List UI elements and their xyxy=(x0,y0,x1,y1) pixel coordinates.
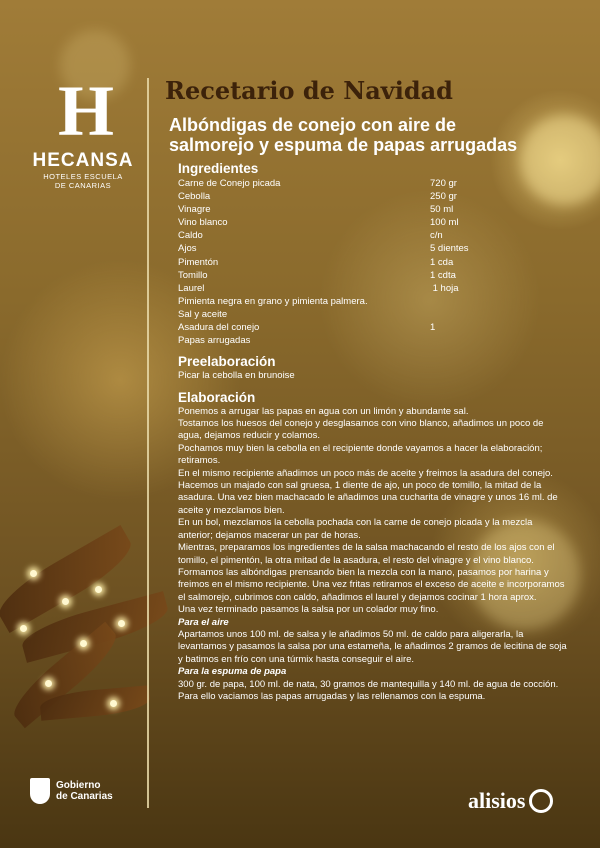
elaboration-step: Formamos las albóndigas prensando bien la mezcla con la mano, pasamos por harina y freimos en el mismo recipiente. Una vez fritas retiramos el exceso de aceite e incorporamos el salmorejo, cubrimos con caldo, añadimos el laurel y dejamos cocinar 1 hora aprox. xyxy=(178,566,565,603)
ingredient-row xyxy=(178,295,568,308)
espuma-text: 300 gr. de papa, 100 ml. de nata, 30 gramos de mantequilla y 140 ml. de agua de cocción. xyxy=(178,678,559,690)
string-light xyxy=(62,598,69,605)
hecansa-logo xyxy=(28,71,138,190)
ingredient-name: Pimienta negra en grano y pimienta palmera. xyxy=(178,295,368,307)
gobierno-line1: Gobierno xyxy=(56,780,101,791)
recipe-main xyxy=(163,76,583,703)
prep-text: Picar la cebolla en brunoise xyxy=(178,370,295,382)
ingredient-qty: 1 cdta xyxy=(430,269,456,281)
ingredient-name: Tomillo xyxy=(178,269,208,281)
ingredient-qty: 720 gr xyxy=(430,178,457,189)
ingredient-qty: 250 gr xyxy=(430,191,457,203)
brand-subtitle-2: DE CANARIAS xyxy=(54,181,112,190)
elaboration-step: En un bol, mezclamos la cebolla pochada con la carne de conejo picada y la mezcla anterior; dejamos macerar un par de horas. xyxy=(178,517,533,541)
elaboration-step: Una vez terminado pasamos la salsa por un colador muy fino. xyxy=(178,604,439,616)
ingredient-name: Sal y aceite xyxy=(178,308,228,320)
alisios-logo xyxy=(468,788,553,814)
elaboration-heading: Elaboración xyxy=(178,389,256,405)
ingredient-qty: 100 ml xyxy=(430,217,459,229)
recipe-content xyxy=(178,161,568,703)
ingredient-name: Asadura del conejo xyxy=(178,322,260,334)
string-light xyxy=(20,625,27,632)
ingredient-name: Vinagre xyxy=(178,204,211,216)
ingredient-name: Ajos xyxy=(178,243,197,255)
elaboration-step: Tostamos los huesos del conejo y desglasamos con vino blanco, añadimos un poco de agua, dejamos reducir y colamos. xyxy=(178,418,544,442)
aire-heading: Para el aire xyxy=(178,616,229,628)
ingredient-qty: 1 cda xyxy=(430,256,454,268)
recipe-title xyxy=(169,115,583,155)
string-light xyxy=(118,620,125,627)
ingredient-name: Caldo xyxy=(178,230,203,242)
ingredient-row xyxy=(178,216,568,229)
elaboration-step: Pochamos muy bien la cebolla en el recipiente donde vayamos a hacer la elaboración; retiramos. xyxy=(178,442,543,467)
gobierno-line2: de Canarias xyxy=(56,791,113,802)
ingredient-row xyxy=(178,334,568,347)
ingredient-name: Carne de Conejo picada xyxy=(178,178,281,189)
ingredient-row xyxy=(178,308,568,321)
ingredient-qty: 50 ml xyxy=(430,204,454,216)
ingredients-list xyxy=(178,177,568,347)
ingredient-qty: 1 hoja xyxy=(430,282,459,294)
ingredient-qty: c/n xyxy=(430,230,443,242)
espuma-text: Para ello vaciamos las papas arrugadas y las rellenamos con la espuma. xyxy=(178,690,486,702)
ingredient-row xyxy=(178,269,568,282)
prep-heading: Preelaboración xyxy=(178,354,276,370)
ingredients-heading: Ingredientes xyxy=(178,161,259,176)
brand-subtitle-1: HOTELES ESCUELA xyxy=(43,172,123,181)
espuma-heading: Para la espuma de papa xyxy=(178,666,287,678)
ingredient-row xyxy=(178,282,568,295)
ingredient-row xyxy=(178,203,568,216)
elaboration-step: En el mismo recipiente añadimos un poco más de aceite y freimos la asadura del conejo. xyxy=(178,467,553,479)
elaboration-step: Hacemos un majado con sal gruesa, 1 diente de ajo, un poco de tomillo, la mitad de la asadura. Una vez bien machacado le añadimos una cucharita de vinagre y unos 16 ml. de aceite y mezclamos bien. xyxy=(178,480,558,516)
string-light xyxy=(110,700,117,707)
ingredient-name: Vino blanco xyxy=(178,217,228,229)
ingredient-name: Pimentón xyxy=(178,256,219,268)
ingredient-name: Cebolla xyxy=(178,191,211,203)
elaboration-step: Ponemos a arrugar las papas en agua con un limón y abundante sal. xyxy=(178,405,469,417)
string-light xyxy=(95,586,102,593)
h-logo-icon: H xyxy=(57,71,108,151)
ingredient-name: Papas arrugadas xyxy=(178,335,251,347)
ingredient-name: Laurel xyxy=(178,282,205,294)
ingredient-row xyxy=(178,321,568,334)
divider-line xyxy=(147,78,149,808)
spiral-icon xyxy=(529,789,553,813)
elaboration-step: Mientras, preparamos los ingredientes de la salsa machacando el resto de los ajos con el tomillo, el pimentón, la otra mitad de la asadura, el resto del vinagre y el vino blanco. xyxy=(178,542,555,566)
alisios-wordmark: alisios xyxy=(468,788,526,813)
aire-text: Apartamos unos 100 ml. de salsa y le añadimos 50 ml. de caldo para aligerarla, la levantamos y pasamos la salsa por una estameña, le añadimos 2 gramos de lecitina de soja y batimos en frío con una túrmix hasta conseguir el aire. xyxy=(178,628,567,665)
ingredient-qty: 5 dientes xyxy=(430,243,469,255)
gobierno-text xyxy=(56,780,113,802)
recipe-title-line2: salmorejo y espuma de papas arrugadas xyxy=(169,135,518,155)
ingredient-row xyxy=(178,190,568,203)
recipe-title-line1: Albóndigas de conejo con aire de xyxy=(169,115,457,135)
string-light xyxy=(80,640,87,647)
gobierno-canarias-logo xyxy=(30,778,113,804)
ingredient-row xyxy=(178,242,568,255)
string-light xyxy=(45,680,52,687)
coat-of-arms-icon xyxy=(30,778,50,804)
ingredient-row xyxy=(178,177,568,190)
ingredient-qty: 1 xyxy=(430,322,436,334)
page-title: Recetario de Navidad xyxy=(165,76,453,105)
brand-name: HECANSA xyxy=(32,150,134,171)
string-light xyxy=(30,570,37,577)
ingredient-row xyxy=(178,229,568,242)
ingredient-row xyxy=(178,256,568,269)
